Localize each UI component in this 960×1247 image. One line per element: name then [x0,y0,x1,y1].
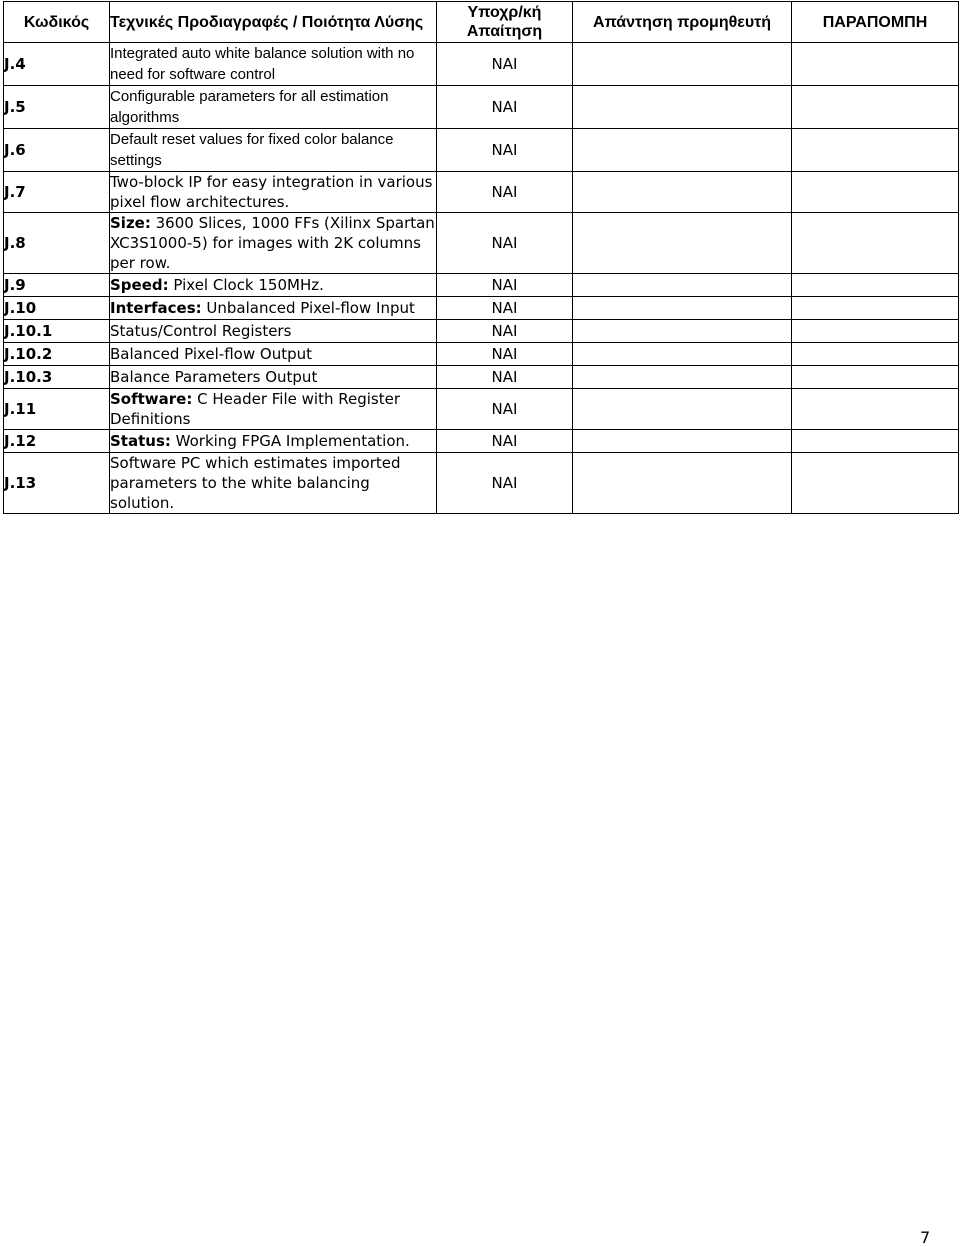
row-reference [792,366,959,389]
header-required: Υποχρ/κή Απαίτηση [437,2,573,43]
row-code: J.12 [4,430,110,453]
row-label: Status: [110,432,171,450]
row-required: NAI [437,430,573,453]
row-required: NAI [437,86,573,129]
row-code: J.4 [4,43,110,86]
table-row [4,366,959,389]
row-reference [792,430,959,453]
header-code: Κωδικός [4,2,110,43]
table-row [4,213,959,274]
row-required: NAI [437,343,573,366]
row-required: NAI [437,274,573,297]
row-reference [792,213,959,274]
row-required: NAI [437,453,573,514]
row-reference [792,320,959,343]
table-row [4,389,959,430]
row-code: J.7 [4,172,110,213]
row-label: Software: [110,390,193,408]
table-row [4,43,959,86]
row-supplier-response [573,129,792,172]
row-reference [792,43,959,86]
row-description [110,297,437,320]
specifications-table [3,1,959,514]
header-reference: ΠΑΡΑΠΟΜΠΗ [792,2,959,43]
table-row [4,430,959,453]
row-supplier-response [573,297,792,320]
table-row [4,129,959,172]
row-code: J.10.2 [4,343,110,366]
row-required: NAI [437,320,573,343]
row-code: J.13 [4,453,110,514]
row-text: Unbalanced Pixel-flow Input [206,299,415,317]
row-label: Interfaces: [110,299,202,317]
row-label: Speed: [110,276,169,294]
row-text: Default reset values for fixed color balance settings [110,131,394,169]
row-description [110,172,437,213]
header-supplier-response: Απάντηση προμηθευτή [573,2,792,43]
row-supplier-response [573,320,792,343]
row-description [110,366,437,389]
row-text: Balanced Pixel-flow Output [110,345,312,363]
row-reference [792,343,959,366]
row-supplier-response [573,343,792,366]
row-supplier-response [573,389,792,430]
row-required: NAI [437,366,573,389]
row-reference [792,86,959,129]
row-description [110,320,437,343]
row-description [110,274,437,297]
row-reference [792,172,959,213]
row-supplier-response [573,43,792,86]
row-reference [792,129,959,172]
row-required: NAI [437,389,573,430]
page-number: 7 [920,1228,931,1247]
row-required: NAI [437,297,573,320]
row-supplier-response [573,366,792,389]
row-text: Software PC which estimates imported parameters to the white balancing solution. [110,454,401,512]
table-row [4,453,959,514]
row-code: J.9 [4,274,110,297]
row-supplier-response [573,453,792,514]
row-text: Pixel Clock 150MHz. [173,276,324,294]
row-description [110,343,437,366]
row-text: Working FPGA Implementation. [175,432,410,450]
row-supplier-response [573,172,792,213]
table-row [4,172,959,213]
row-description [110,43,437,86]
row-required: NAI [437,129,573,172]
row-required: NAI [437,172,573,213]
row-code: J.6 [4,129,110,172]
table-row [4,343,959,366]
row-supplier-response [573,213,792,274]
row-text: Status/Control Registers [110,322,292,340]
row-supplier-response [573,430,792,453]
row-text: Integrated auto white balance solution with no need for software control [110,45,415,83]
row-code: J.5 [4,86,110,129]
header-spec: Τεχνικές Προδιαγραφές / Ποιότητα Λύσης [110,2,437,43]
row-reference [792,274,959,297]
row-description [110,86,437,129]
row-description [110,453,437,514]
row-code: J.10 [4,297,110,320]
row-reference [792,297,959,320]
row-required: NAI [437,213,573,274]
row-description [110,430,437,453]
row-code: J.8 [4,213,110,274]
row-code: J.10.1 [4,320,110,343]
row-description [110,129,437,172]
row-text: Configurable parameters for all estimation algorithms [110,88,389,126]
table-row [4,320,959,343]
row-text: 3600 Slices, 1000 FFs (Xilinx Spartan XC3S1000-5) for images with 2K columns per row. [110,214,435,272]
row-reference [792,453,959,514]
table-row [4,86,959,129]
row-supplier-response [573,274,792,297]
table-row [4,297,959,320]
row-text: Balance Parameters Output [110,368,318,386]
table-row [4,274,959,297]
row-code: J.10.3 [4,366,110,389]
row-label: Size: [110,214,151,232]
table-header-row [4,2,959,43]
row-supplier-response [573,86,792,129]
row-description [110,213,437,274]
row-description [110,389,437,430]
row-reference [792,389,959,430]
row-text: C Header File with Register Definitions [110,390,400,428]
row-code: J.11 [4,389,110,430]
row-required: NAI [437,43,573,86]
row-text: Two-block IP for easy integration in various pixel flow architectures. [110,173,433,211]
